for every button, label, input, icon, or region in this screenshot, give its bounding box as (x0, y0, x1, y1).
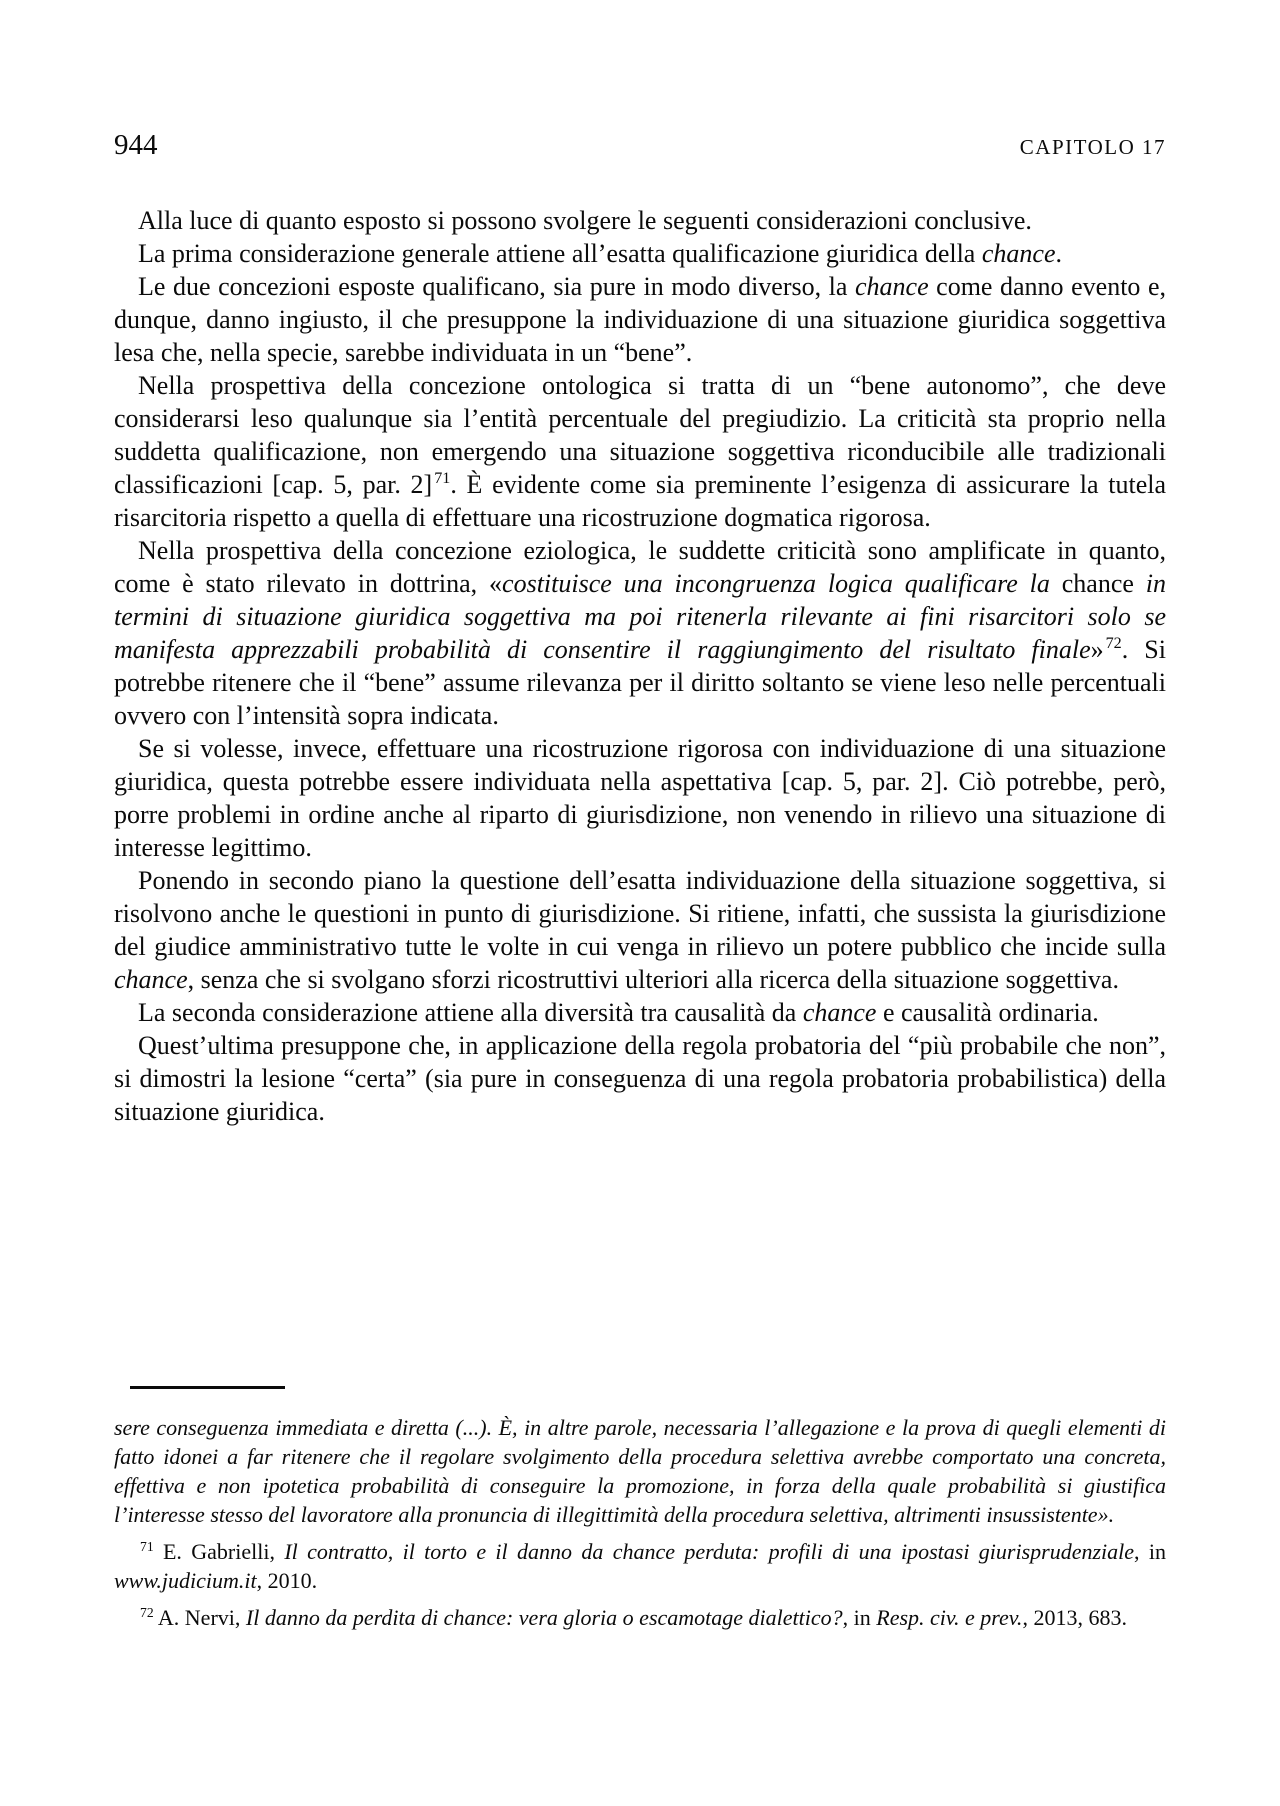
page-number: 944 (114, 129, 158, 161)
text-segment: , 2010. (256, 1568, 318, 1593)
footnote-section (114, 1386, 1166, 1640)
chapter-label: CAPITOLO 17 (1019, 135, 1166, 159)
paragraph (114, 204, 1166, 237)
footnote-list (114, 1413, 1166, 1632)
paragraph (114, 534, 1166, 732)
text-segment: Resp. civ. e prev. (876, 1605, 1023, 1630)
text-segment: , in (842, 1605, 877, 1630)
paragraph (114, 369, 1166, 534)
text-segment: A. Nervi, (153, 1605, 246, 1630)
text-segment: La seconda considerazione attiene alla diversità tra causalità da (138, 998, 803, 1027)
footnote (114, 1413, 1166, 1529)
main-text (114, 204, 1166, 1128)
text-segment: . È evidente come sia preminente l’esigenza di assicurare la tutela risarcitoria rispetto a quella di effettuare una ricostruzione dogmatica rigorosa. (114, 470, 1166, 532)
paragraph (114, 237, 1166, 270)
running-head (114, 130, 1166, 162)
text-segment: , senza che si svolgano sforzi ricostruttivi ulteriori alla ricerca della situazione soggettiva. (187, 965, 1119, 994)
text-segment: . Si potrebbe ritenere che il “bene” assume rilevanza per il diritto soltanto se viene leso nelle percentuali ovvero con l’intensità sopra indicata. (114, 635, 1166, 730)
text-segment: Nella prospettiva della concezione ontologica si tratta di un “bene autonomo”, che deve considerarsi leso qualunque sia l’entità percentuale del pregiudizio. La criticità sta proprio nella suddetta qualificazione, non emergendo una situazione soggettiva riconducibile alle tradizionali classificazioni [cap. 5, par. 2] (114, 371, 1166, 499)
text-segment: La prima considerazione generale attiene all’esatta qualificazione giuridica della (138, 239, 982, 268)
paragraph (114, 270, 1166, 369)
text-segment: Il danno da perdita di chance: vera gloria o escamotage dialettico? (245, 1605, 843, 1630)
text-segment: Se si volesse, invece, effettuare una ricostruzione rigorosa con individuazione di una situazione giuridica, questa potrebbe essere individuata nella aspettativa [cap. 5, par. 2]. Ciò potrebbe, però, porre problemi in ordine anche al riparto di giurisdizione, non venendo in rilievo una situazione di interesse legittimo. (114, 734, 1166, 862)
text-segment: Il contratto, il torto e il danno da chance perduta: profili di una ipostasi giurisprudenziale (284, 1539, 1135, 1564)
footnote-separator (130, 1386, 285, 1389)
text-segment: Nella prospettiva della concezione eziologica, le suddette criticità sono amplificate in quanto, come è stato rilevato in dottrina, « (114, 536, 1166, 598)
text-segment: , in (1134, 1539, 1166, 1564)
text-segment: chance (854, 272, 929, 301)
text-segment: come danno evento e, dunque, danno ingiusto, il che presuppone la individuazione di una situazione giuridica soggettiva lesa che, nella specie, sarebbe individuata in un “bene”. (114, 272, 1167, 367)
footnote-ref: 71 (434, 470, 451, 488)
text-segment: Le due concezioni esposte qualificano, sia pure in modo diverso, la (138, 272, 855, 301)
text-segment: in termini di situazione giuridica soggettiva ma poi ritenerla rilevante ai fini risarcitori solo se manifesta apprezzabili probabilità di consentire il raggiungimento del risultato finale (114, 569, 1166, 664)
paragraph (114, 1029, 1166, 1128)
text-segment: » (1090, 635, 1104, 664)
text-segment: e causalità ordinaria. (876, 998, 1099, 1027)
text-segment: chance (1049, 569, 1146, 598)
text-segment: Quest’ultima presuppone che, in applicazione della regola probatoria del “più probabile che non”, si dimostri la lesione “certa” (sia pure in conseguenza di una regola probatoria probabilistica) della situazione giuridica. (114, 1031, 1166, 1126)
footnote (114, 1603, 1166, 1632)
text-segment: . (1055, 239, 1062, 268)
text-segment: chance (802, 998, 877, 1027)
text-segment: chance (981, 239, 1056, 268)
footnote-ref: 72 (140, 1604, 154, 1620)
text-segment: , 2013, 683. (1022, 1605, 1127, 1630)
paragraph (114, 864, 1166, 996)
paragraph (114, 996, 1166, 1029)
text-segment: costituisce una incongruenza logica qualificare la (502, 569, 1050, 598)
footnote-ref: 72 (1105, 635, 1122, 653)
footnote (114, 1537, 1166, 1595)
paragraph (114, 732, 1166, 864)
text-segment: E. Gabrielli, (153, 1539, 285, 1564)
text-segment: sere conseguenza immediata e diretta (...). È, in altre parole, necessaria l’allegazione e la prova di quegli elementi di fatto idonei a far ritenere che il regolare svolgimento della procedura selettiva avrebbe comportato una concreta, effettiva e non ipotetica probabilità di conseguire la promozione, in forza della quale probabilità si giustifica l’interesse stesso del lavoratore alla pronuncia di illegittimità della procedura selettiva, altrimenti insussistente». (114, 1415, 1166, 1527)
footnote-ref: 71 (140, 1538, 154, 1554)
text-segment: chance (114, 965, 188, 994)
text-segment: Alla luce di quanto esposto si possono svolgere le seguenti considerazioni conclusive. (138, 206, 1032, 235)
text-segment: Ponendo in secondo piano la questione dell’esatta individuazione della situazione soggettiva, si risolvono anche le questioni in punto di giurisdizione. Si ritiene, infatti, che sussista la giurisdizione del giudice amministrativo tutte le volte in cui venga in rilievo un potere pubblico che incide sulla (114, 866, 1166, 961)
text-segment: www.judicium.it (114, 1568, 257, 1593)
